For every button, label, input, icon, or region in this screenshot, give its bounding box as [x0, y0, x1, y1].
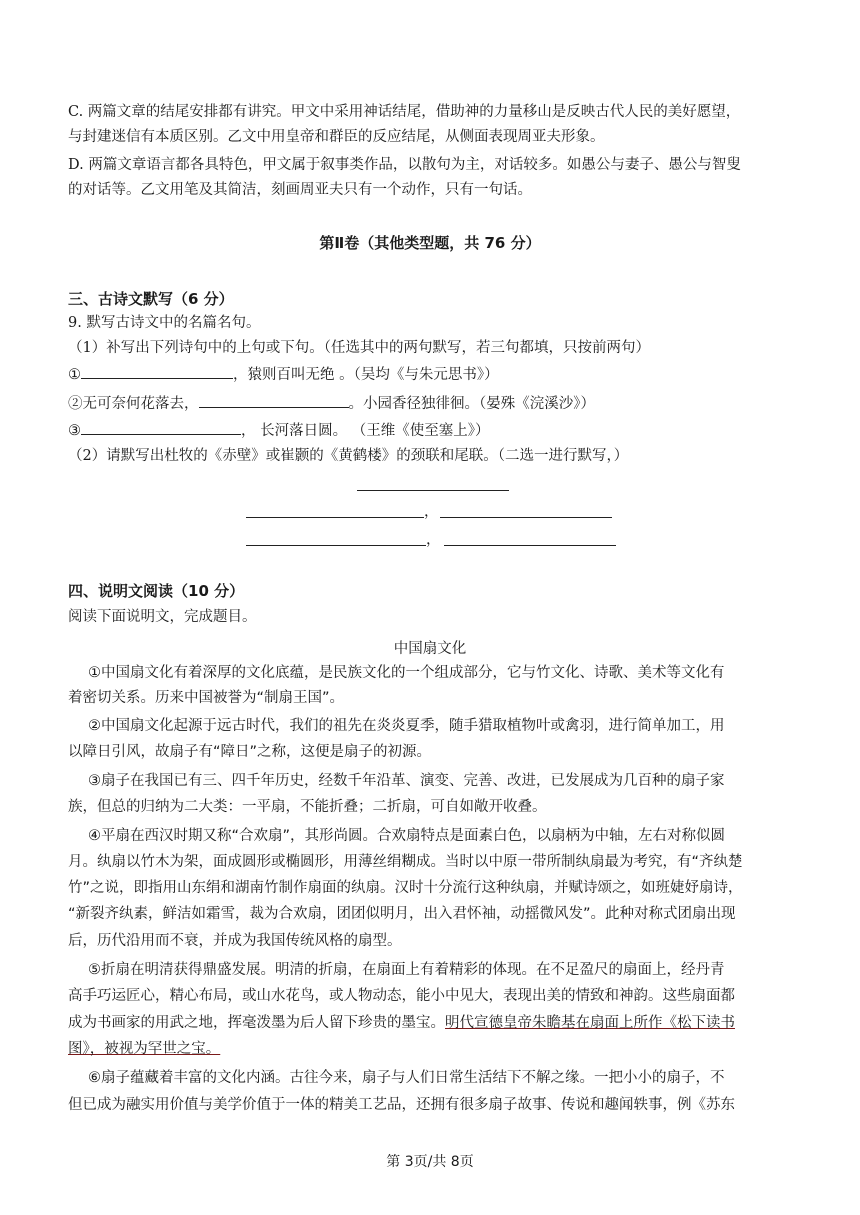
poem-comma-2: ，	[426, 532, 441, 548]
p1-line1: ①中国扇文化有着深厚的文化底蕴，是民族文化的一个组成部分，它与竹文化、诗歌、美术等文化有	[88, 665, 725, 681]
answer-blank-1[interactable]	[81, 364, 233, 379]
p3-line1: ③扇子在我国已有三、四千年历史，经数千年沿革、演变、完善、改进，已发展成为几百种的扇子家	[88, 773, 725, 789]
blank-item-3	[68, 420, 489, 441]
item3-text: ， 长河落日圆。 （王维《使至塞上》）	[241, 423, 490, 439]
option-d-line2: 的对话等。乙文用笔及其简洁，刻画周亚夫只有一个动作，只有一句话。	[68, 182, 532, 198]
p3-line2: 族，但总的归纳为二大类：一平扇，不能折叠；二折扇，可自如敞开收叠。	[68, 799, 547, 815]
p4-line4: “新裂齐纨素，鲜洁如霜雪，裁为合欢扇，团团似明月，出入君怀袖，动摇微风发”。此种对称式团扇出现	[68, 906, 736, 922]
item3-number: ③	[68, 423, 81, 439]
option-c-line1: C. 两篇文章的结尾安排都有讲究。甲文中采用神话结尾，借助神的力量移山是反映古代人民的美好愿望，	[68, 104, 741, 120]
part2-title: 第Ⅱ卷（其他类型题，共 76 分）	[319, 234, 541, 252]
p4-line5: 后，历代沿用而不衰，并成为我国传统风格的扇型。	[68, 933, 402, 949]
p5-line1: ⑤折扇在明清获得鼎盛发展。明清的折扇，在扇面上有着精彩的体现。在不足盈尺的扇面上，经丹青	[88, 962, 725, 978]
blank-item-2	[68, 393, 595, 414]
poem-blank-4a[interactable]	[246, 545, 426, 546]
poem-comma-1: ，	[424, 504, 439, 520]
section4-instruction: 阅读下面说明文，完成题目。	[68, 609, 257, 625]
section4-title: 四、说明文阅读（10 分）	[68, 582, 245, 600]
p5-line3	[68, 1013, 735, 1033]
poem-blank-4b[interactable]	[444, 545, 616, 546]
answer-blank-2[interactable]	[199, 393, 349, 408]
p1-line2: 着密切关系。历来中国被誉为“制扇王国”。	[68, 690, 345, 706]
item1-number: ①	[68, 367, 81, 383]
page-number: 第 3页/共 8页	[386, 1154, 474, 1170]
p5-line4	[68, 1039, 220, 1059]
poem-blank-3a[interactable]	[246, 517, 424, 518]
p5-underlined-b: 图》，被视为罕世之宝。	[68, 1041, 221, 1057]
p6-line2: 但已成为融实用价值与美学价值于一体的精美工艺品，还拥有很多扇子故事、传说和趣闻轶事，例《苏东	[68, 1097, 735, 1113]
p4-line1: ④平扇在西汉时期又称“合欢扇”，其形尚圆。合欢扇特点是面素白色，以扇柄为中轴，左右对称似圆	[88, 828, 726, 844]
item2-text: 。小园香径独徘徊。（晏殊《浣溪沙》）	[348, 396, 595, 412]
p5-underlined-a: 明代宣德皇帝朱瞻基在扇面上所作《松下读书	[445, 1015, 735, 1031]
answer-blank-3[interactable]	[81, 420, 241, 435]
question-9: 9. 默写古诗文中的名篇名句。	[68, 315, 261, 331]
article-title: 中国扇文化	[393, 641, 467, 657]
p6-line1: ⑥扇子蕴藏着丰富的文化内涵。古往今来，扇子与人们日常生活结下不解之缘。一把小小的扇子，不	[88, 1070, 725, 1086]
item1-text: ，猿则百叫无绝 。（吴均《与朱元思书》）	[233, 367, 499, 383]
question-9-part2: （2）请默写出杜牧的《赤壁》或崔颢的《黄鹤楼》的颈联和尾联。（二选一进行默写，）	[68, 448, 629, 464]
blank-item-1	[68, 364, 499, 385]
item2-prefix: ②无可奈何花落去，	[68, 396, 199, 412]
p2-line1: ②中国扇文化起源于远古时代，我们的祖先在炎炎夏季，随手猎取植物叶或禽羽，进行简单加工，用	[88, 718, 725, 734]
p5-line2: 高手巧运匠心，精心布局，或山水花鸟，或人物动态，能小中见大，表现出美的情致和神韵。这些扇面都	[68, 988, 735, 1004]
p5-line3-text: 成为书画家的用武之地，挥毫泼墨为后人留下珍贵的墨宝。	[68, 1015, 445, 1031]
option-d-line1: D. 两篇文章语言都各具特色，甲文属于叙事类作品，以散句为主，对话较多。如愚公与妻子、愚公与智叟	[68, 157, 741, 173]
option-c-line2: 与封建迷信有本质区别。乙文中用皇帝和群臣的反应结尾，从侧面表现周亚夫形象。	[68, 129, 605, 145]
p4-line2: 月。纨扇以竹木为架，面成圆形或椭圆形，用薄丝绢糊成。当时以中原一带所制纨扇最为考究，有“齐纨楚	[68, 854, 743, 870]
poem-title-blank[interactable]	[357, 490, 509, 491]
section3-title: 三、古诗文默写（6 分）	[68, 290, 234, 308]
p2-line2: 以障日引风，故扇子有“障日”之称，这便是扇子的初源。	[68, 744, 432, 760]
poem-blank-3b[interactable]	[440, 517, 612, 518]
question-9-part1: （1）补写出下列诗句中的上句或下句。（任选其中的两句默写，若三句都填，只按前两句）	[68, 340, 650, 356]
p4-line3: 竹”之说，即指用山东绢和湖南竹制作扇面的纨扇。汉时十分流行这种纨扇，并赋诗颂之，如班婕妤扇诗，	[68, 880, 743, 896]
